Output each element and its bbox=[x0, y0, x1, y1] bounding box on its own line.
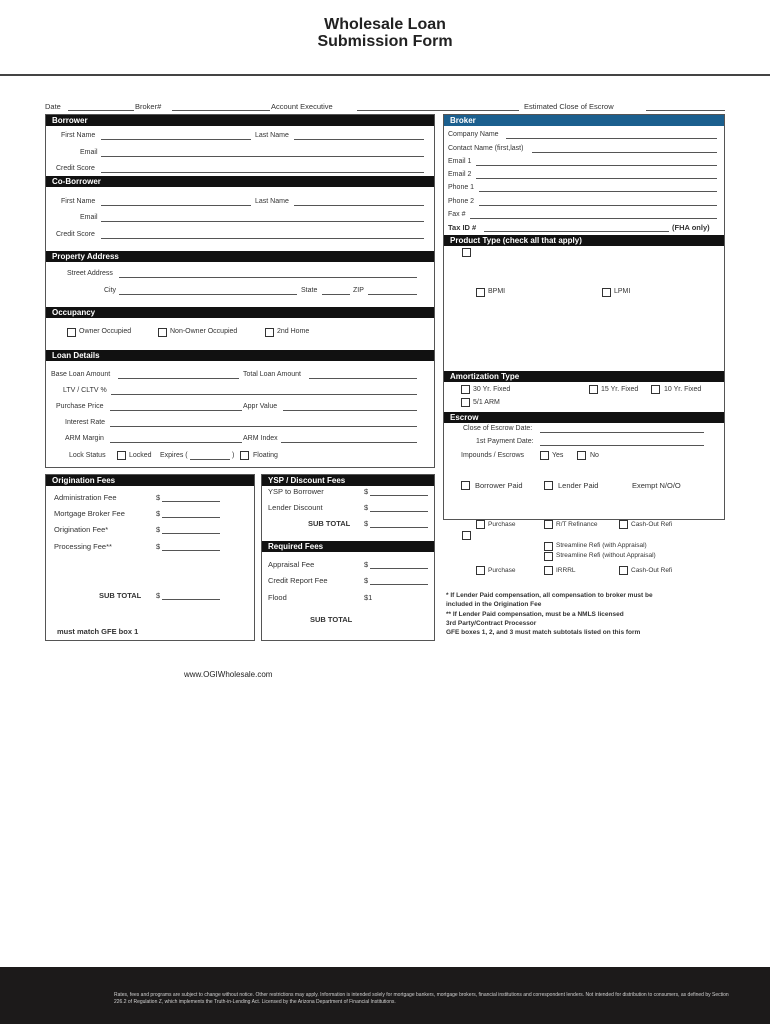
lock-status-label: Lock Status bbox=[69, 452, 106, 459]
non-owner-occupied-label: Non-Owner Occupied bbox=[170, 328, 238, 335]
total-loan-amount-label: Total Loan Amount bbox=[243, 371, 301, 378]
must-match-gfe-note: must match GFE box 1 bbox=[57, 627, 139, 636]
cashout-refi-checkbox[interactable] bbox=[619, 520, 628, 529]
credit-report-fee-dollar: $ bbox=[364, 576, 369, 585]
date-label: Date bbox=[45, 102, 61, 111]
amortization-header: Amortization Type bbox=[444, 371, 724, 382]
locked-checkbox[interactable] bbox=[117, 451, 126, 460]
base-loan-amount-field[interactable] bbox=[118, 378, 239, 379]
city-label: City bbox=[104, 287, 117, 294]
form-title-line1: Wholesale Loan bbox=[324, 16, 446, 33]
note3: GFE boxes 1, 2, and 3 must match subtotals listed on this form bbox=[446, 629, 641, 636]
origination-subtotal-dollar: $ bbox=[156, 591, 161, 600]
state-field[interactable] bbox=[322, 294, 350, 295]
ysp-subtotal-dollar: $ bbox=[364, 519, 369, 528]
co-borrower-email-field[interactable] bbox=[101, 221, 424, 222]
10yr-fixed-checkbox[interactable] bbox=[651, 385, 660, 394]
origination-fees-header: Origination Fees bbox=[46, 475, 254, 486]
non-owner-occupied-checkbox[interactable] bbox=[158, 328, 167, 337]
cashout-refi-label: Cash-Out Refi bbox=[631, 521, 673, 528]
loan-details-header: Loan Details bbox=[46, 350, 434, 361]
broker-header: Broker bbox=[444, 115, 724, 126]
expires-close-paren: ) bbox=[232, 452, 235, 459]
borrower-email-field[interactable] bbox=[101, 156, 424, 157]
purchase-checkbox[interactable] bbox=[476, 520, 485, 529]
note1-line1: * If Lender Paid compensation, all compensation to broker must be bbox=[446, 592, 653, 599]
origination-subtotal-field[interactable] bbox=[162, 599, 220, 600]
contact-name-field[interactable] bbox=[532, 152, 717, 153]
phone2-label: Phone 2 bbox=[448, 198, 475, 205]
cashout-refi2-label: Cash-Out Refi bbox=[631, 567, 673, 574]
broker-number-field[interactable] bbox=[172, 110, 270, 111]
credit-report-fee-field[interactable] bbox=[370, 584, 428, 585]
total-loan-amount-field[interactable] bbox=[309, 378, 417, 379]
ysp-header: YSP / Discount Fees bbox=[262, 475, 434, 486]
lender-paid-label: Lender Paid bbox=[558, 481, 599, 490]
escrow-header: Escrow bbox=[444, 412, 724, 423]
owner-occupied-label: Owner Occupied bbox=[79, 328, 132, 335]
borrower-credit-score-label: Credit Score bbox=[56, 165, 95, 172]
purchase2-label: Purchase bbox=[488, 567, 516, 574]
mortgage-broker-fee-dollar: $ bbox=[156, 509, 161, 518]
administration-fee-label: Administration Fee bbox=[54, 493, 117, 502]
borrower-paid-label: Borrower Paid bbox=[475, 481, 523, 490]
owner-occupied-checkbox[interactable] bbox=[67, 328, 76, 337]
borrower-paid-checkbox[interactable] bbox=[461, 481, 470, 490]
origination-fee-dollar: $ bbox=[156, 525, 161, 534]
zip-label: ZIP bbox=[353, 287, 364, 294]
phone1-field[interactable] bbox=[479, 191, 717, 192]
email2-field[interactable] bbox=[476, 178, 717, 179]
irrrl-label: IRRRL bbox=[556, 567, 576, 574]
credit-report-fee-label: Credit Report Fee bbox=[268, 576, 328, 585]
appr-value-field[interactable] bbox=[283, 410, 417, 411]
product-type-header: Product Type (check all that apply) bbox=[444, 235, 724, 246]
borrower-email-label: Email bbox=[80, 149, 98, 156]
borrower-first-name-label: First Name bbox=[61, 132, 96, 139]
required-subtotal-label: SUB TOTAL bbox=[310, 615, 353, 624]
lender-discount-field[interactable] bbox=[370, 511, 428, 512]
estimated-close-label: Estimated Close of Escrow bbox=[524, 102, 614, 111]
contact-name-label: Contact Name (first,last) bbox=[448, 145, 524, 152]
zip-field[interactable] bbox=[368, 294, 417, 295]
flood-label: Flood bbox=[268, 593, 287, 602]
company-name-field[interactable] bbox=[506, 138, 717, 139]
processing-fee-field[interactable] bbox=[162, 550, 220, 551]
borrower-credit-score-field[interactable] bbox=[101, 172, 424, 173]
co-borrower-credit-score-field[interactable] bbox=[101, 238, 424, 239]
date-field[interactable] bbox=[68, 110, 134, 111]
close-of-escrow-date-label: Close of Escrow Date: bbox=[463, 425, 533, 432]
account-executive-label: Account Executive bbox=[271, 102, 333, 111]
floating-checkbox[interactable] bbox=[240, 451, 249, 460]
city-field[interactable] bbox=[119, 294, 297, 295]
fax-label: Fax # bbox=[448, 211, 466, 218]
base-loan-amount-label: Base Loan Amount bbox=[51, 371, 111, 378]
phone1-label: Phone 1 bbox=[448, 184, 475, 191]
expires-label: Expires ( bbox=[160, 452, 188, 459]
streamline-with-appraisal-checkbox[interactable] bbox=[544, 542, 553, 551]
floating-label: Floating bbox=[253, 452, 278, 459]
product-type-checkbox[interactable] bbox=[462, 248, 471, 257]
5-1-arm-checkbox[interactable] bbox=[461, 398, 470, 407]
appraisal-fee-field[interactable] bbox=[370, 568, 428, 569]
purchase-label: Purchase bbox=[488, 521, 516, 528]
loan-purpose-checkbox[interactable] bbox=[462, 531, 471, 540]
30yr-fixed-checkbox[interactable] bbox=[461, 385, 470, 394]
mortgage-broker-fee-label: Mortgage Broker Fee bbox=[54, 509, 125, 518]
borrower-header: Borrower bbox=[46, 115, 434, 126]
second-home-checkbox[interactable] bbox=[265, 328, 274, 337]
broker-number-label: Broker# bbox=[135, 102, 162, 111]
header-divider bbox=[0, 74, 770, 76]
ysp-to-borrower-dollar: $ bbox=[364, 487, 369, 496]
co-borrower-last-name-field[interactable] bbox=[294, 205, 424, 206]
borrower-last-name-field[interactable] bbox=[294, 139, 424, 140]
appraisal-fee-label: Appraisal Fee bbox=[268, 560, 315, 569]
flood-value: $1 bbox=[364, 593, 373, 602]
origination-fee-label: Origination Fee* bbox=[54, 525, 109, 534]
co-borrower-last-name-label: Last Name bbox=[255, 198, 289, 205]
arm-index-label: ARM Index bbox=[243, 435, 278, 442]
bpmi-checkbox[interactable] bbox=[476, 288, 485, 297]
website-link[interactable]: www.OGIWholesale.com bbox=[184, 670, 273, 679]
processing-fee-dollar: $ bbox=[156, 542, 161, 551]
origination-subtotal-label: SUB TOTAL bbox=[99, 591, 142, 600]
bpmi-label: BPMI bbox=[488, 288, 506, 295]
arm-margin-label: ARM Margin bbox=[65, 435, 104, 442]
occupancy-header: Occupancy bbox=[46, 307, 434, 318]
lender-discount-dollar: $ bbox=[364, 503, 369, 512]
cashout-refi2-checkbox[interactable] bbox=[619, 566, 628, 575]
purchase-price-label: Purchase Price bbox=[56, 403, 104, 410]
purchase-price-field[interactable] bbox=[110, 410, 242, 411]
note1-line2: included in the Origination Fee bbox=[446, 601, 542, 608]
locked-label: Locked bbox=[129, 452, 152, 459]
lender-discount-label: Lender Discount bbox=[268, 503, 323, 512]
expires-field[interactable] bbox=[190, 459, 230, 460]
property-address-header: Property Address bbox=[46, 251, 434, 262]
10yr-fixed-label: 10 Yr. Fixed bbox=[664, 386, 702, 393]
impounds-no-checkbox[interactable] bbox=[577, 451, 586, 460]
form-title-line2: Submission Form bbox=[317, 33, 453, 50]
ltv-label: LTV / CLTV % bbox=[63, 387, 107, 394]
impounds-yes-checkbox[interactable] bbox=[540, 451, 549, 460]
first-payment-date-label: 1st Payment Date: bbox=[476, 438, 534, 445]
origination-fee-field[interactable] bbox=[162, 533, 220, 534]
ltv-field[interactable] bbox=[111, 394, 417, 395]
fha-only-label: (FHA only) bbox=[672, 223, 710, 232]
email1-label: Email 1 bbox=[448, 158, 472, 165]
impounds-no-label: No bbox=[590, 452, 599, 459]
state-label: State bbox=[301, 287, 318, 294]
street-address-field[interactable] bbox=[119, 277, 417, 278]
mortgage-broker-fee-field[interactable] bbox=[162, 517, 220, 518]
15yr-fixed-checkbox[interactable] bbox=[589, 385, 598, 394]
impounds-yes-label: Yes bbox=[552, 452, 564, 459]
second-home-label: 2nd Home bbox=[277, 328, 310, 335]
exempt-label: Exempt N/O/O bbox=[632, 481, 681, 490]
rt-refinance-checkbox[interactable] bbox=[544, 520, 553, 529]
streamline-without-appraisal-label: Streamline Refi (without Appraisal) bbox=[556, 552, 656, 559]
account-executive-field[interactable] bbox=[357, 110, 519, 111]
impounds-label: Impounds / Escrows bbox=[461, 452, 525, 459]
co-borrower-email-label: Email bbox=[80, 214, 98, 221]
note2-line1: ** If Lender Paid compensation, must be a NMLS licensed bbox=[446, 611, 624, 618]
email1-field[interactable] bbox=[476, 165, 717, 166]
estimated-close-field[interactable] bbox=[646, 110, 725, 111]
lender-paid-checkbox[interactable] bbox=[544, 481, 553, 490]
30yr-fixed-label: 30 Yr. Fixed bbox=[473, 386, 511, 393]
borrower-last-name-label: Last Name bbox=[255, 132, 289, 139]
fax-field[interactable] bbox=[470, 218, 717, 219]
streamline-with-appraisal-label: Streamline Refi (with Appraisal) bbox=[556, 542, 647, 549]
ysp-to-borrower-field[interactable] bbox=[370, 495, 428, 496]
co-borrower-header: Co-Borrower bbox=[46, 176, 434, 187]
arm-index-field[interactable] bbox=[281, 442, 417, 443]
arm-margin-field[interactable] bbox=[110, 442, 242, 443]
administration-fee-field[interactable] bbox=[162, 501, 220, 502]
interest-rate-label: Interest Rate bbox=[65, 419, 106, 426]
required-fees-header: Required Fees bbox=[262, 541, 434, 552]
street-address-label: Street Address bbox=[67, 270, 113, 277]
5-1-arm-label: 5/1 ARM bbox=[473, 399, 500, 406]
ysp-subtotal-label: SUB TOTAL bbox=[308, 519, 351, 528]
ysp-to-borrower-label: YSP to Borrower bbox=[268, 487, 324, 496]
phone2-field[interactable] bbox=[479, 205, 717, 206]
co-borrower-first-name-field[interactable] bbox=[101, 205, 251, 206]
tax-id-label: Tax ID # bbox=[448, 223, 477, 232]
note2-line2: 3rd Party/Contract Processor bbox=[446, 620, 537, 627]
first-payment-date-field[interactable] bbox=[540, 445, 704, 446]
15yr-fixed-label: 15 Yr. Fixed bbox=[601, 386, 639, 393]
co-borrower-first-name-label: First Name bbox=[61, 198, 96, 205]
irrrl-checkbox[interactable] bbox=[544, 566, 553, 575]
purchase2-checkbox[interactable] bbox=[476, 566, 485, 575]
processing-fee-label: Processing Fee** bbox=[54, 542, 112, 551]
appraisal-fee-dollar: $ bbox=[364, 560, 369, 569]
lpmi-label: LPMI bbox=[614, 288, 631, 295]
borrower-first-name-field[interactable] bbox=[101, 139, 251, 140]
interest-rate-field[interactable] bbox=[110, 426, 417, 427]
rt-refinance-label: R/T Refinance bbox=[556, 521, 598, 528]
footer-disclaimer: Rates, fees and programs are subject to change without notice. Other restrictions may apply. Information is intended solely for mortgage bankers, mortgage brokers, financial institutions and correspondent lenders. Not intended for distribution to consumers, as defined by Section 226.2 of Regulation Z, which implements the Truth-in-Lending Act. Licensed by the Arizona Department of Financial Institutions. bbox=[114, 992, 729, 1005]
email2-label: Email 2 bbox=[448, 171, 472, 178]
company-name-label: Company Name bbox=[448, 131, 499, 138]
lpmi-checkbox[interactable] bbox=[602, 288, 611, 297]
appr-value-label: Appr Value bbox=[243, 403, 278, 410]
administration-fee-dollar: $ bbox=[156, 493, 161, 502]
tax-id-field[interactable] bbox=[484, 231, 669, 232]
ysp-subtotal-field[interactable] bbox=[370, 527, 428, 528]
close-of-escrow-date-field[interactable] bbox=[540, 432, 704, 433]
co-borrower-credit-score-label: Credit Score bbox=[56, 231, 95, 238]
streamline-without-appraisal-checkbox[interactable] bbox=[544, 552, 553, 561]
